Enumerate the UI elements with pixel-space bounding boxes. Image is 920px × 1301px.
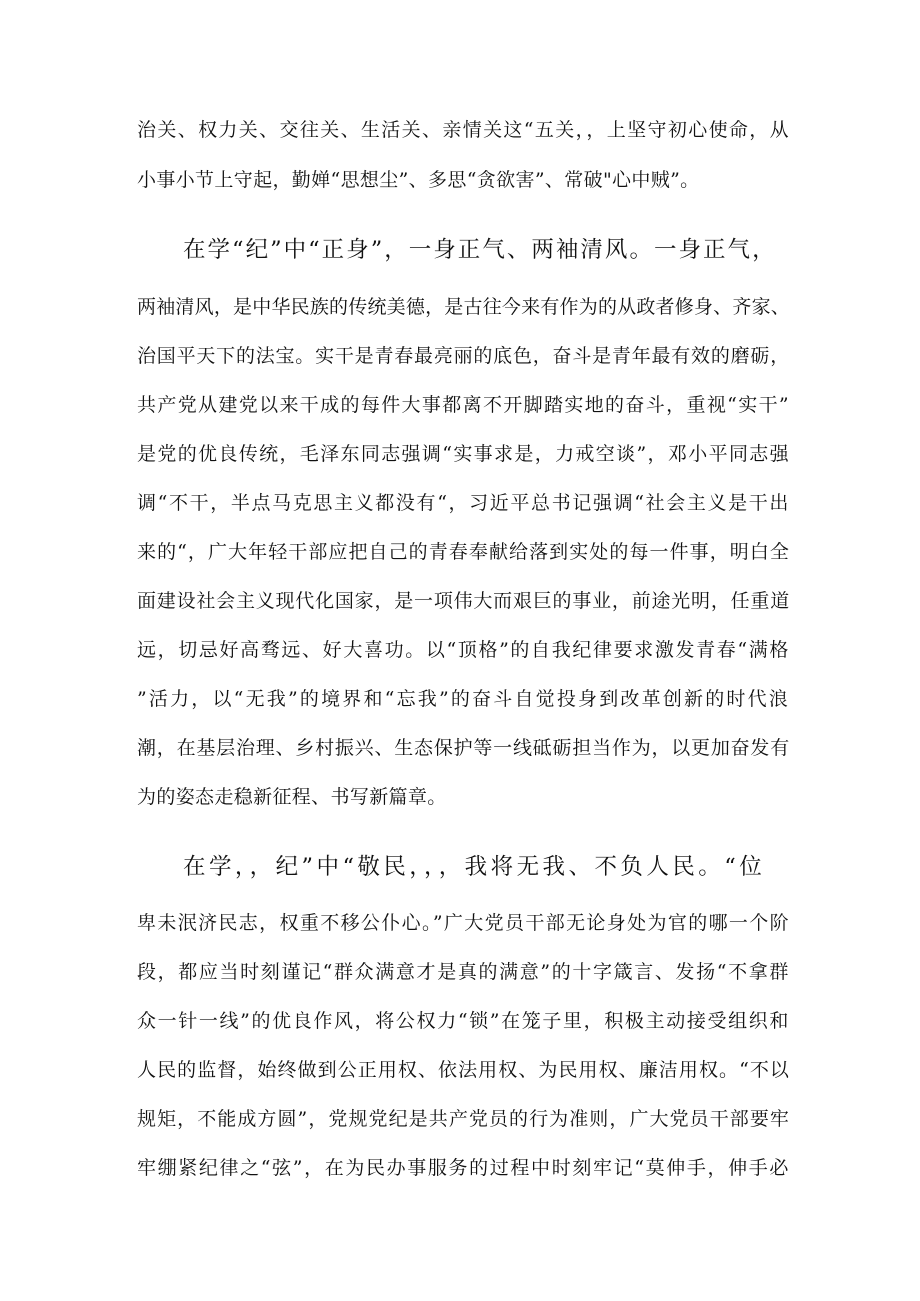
paragraph-2-line-8: 面建设社会主义现代化国家，是一项伟大而艰巨的事业，前途光明，任重道 (137, 590, 790, 612)
paragraph-2-line-10: ”活力，以“无我”的境界和“忘我”的奋斗自觉投身到改革创新的时代浪 (137, 688, 790, 710)
paragraph-2-line-11: 潮，在基层治理、乡村振兴、生态保护等一线砥砺担当作为，以更加奋发有 (137, 737, 790, 759)
paragraph-3-line-4: 众一针一线”的优良作风，将公权力“锁”在笼子里，积极主动接受组织和 (137, 1010, 790, 1032)
paragraph-3-line-1: “位 (724, 854, 766, 880)
paragraph-2-line-5: 是党的优良传统，毛泽东同志强调“实事求是，力戒空谈”，邓小平同志强 (137, 443, 790, 465)
paragraph-2-line-12: 为的姿态走稳新征程、书写新篇章。 (137, 786, 447, 808)
paragraph-3-line-2: 卑未泯济民志，权重不移公仆心。”广大党员干部无论身处为官的哪一个阶 (137, 912, 790, 934)
paragraph-1-line-1: 治关、权力关、交往关、生活关、亲情关这“五关，，上坚守初心使命，从 (137, 119, 790, 141)
paragraph-2-heading (183, 239, 777, 262)
paragraph-3-line-7: 牢绷紧纪律之“弦”，在为民办事服务的过程中时刻牢记“莫伸手，伸手必 (137, 1157, 790, 1179)
paragraph-3-heading-text: 在学，，纪”中“敬民，，，我将无我、不负人民。 (183, 854, 725, 880)
paragraph-3-line-5: 人民的监督，始终做到公正用权、依法用权、为民用权、廉洁用权。“不以 (137, 1059, 790, 1081)
paragraph-2-line-2: 两袖清风，是中华民族的传统美德，是古往今来有作为的从政者修身、齐家、 (137, 296, 790, 318)
paragraph-2-line-4: 共产党从建党以来干成的每件大事都离不开脚踏实地的奋斗，重视“实干” (137, 394, 790, 416)
paragraph-2-heading-text: 在学“纪”中“正身”，一身正气、两袖清风。 (183, 237, 654, 263)
paragraph-3-line-3: 段，都应当时刻谨记“群众满意才是真的满意”的十字箴言、发扬“不拿群 (137, 961, 790, 983)
paragraph-2-line-9: 远，切忌好高骛远、好大喜功。以“顶格”的自我纪律要求激发青春“满格 (137, 639, 790, 661)
paragraph-1-line-2: 小事小节上守起，勤婵“思想尘”、多思“贪欲害”、常破"心中贼”。 (137, 169, 700, 191)
paragraph-2-line-7: 来的“，广大年轻干部应把自己的青春奉献给落到实处的每一件事，明白全 (137, 541, 790, 563)
paragraph-2-line-1: 一身正气， (653, 237, 777, 263)
paragraph-3-heading (183, 856, 765, 879)
paragraph-3-line-6: 规矩，不能成方圆”，党规党纪是共产党员的行为准则，广大党员干部要牢 (137, 1108, 790, 1130)
paragraph-2-line-6: 调“不干，半点马克思主义都没有“，习近平总书记强调“社会主义是干出 (137, 492, 790, 514)
paragraph-2-line-3: 治国平天下的法宝。实干是青春最亮丽的底色，奋斗是青年最有效的磨砺， (137, 345, 790, 367)
